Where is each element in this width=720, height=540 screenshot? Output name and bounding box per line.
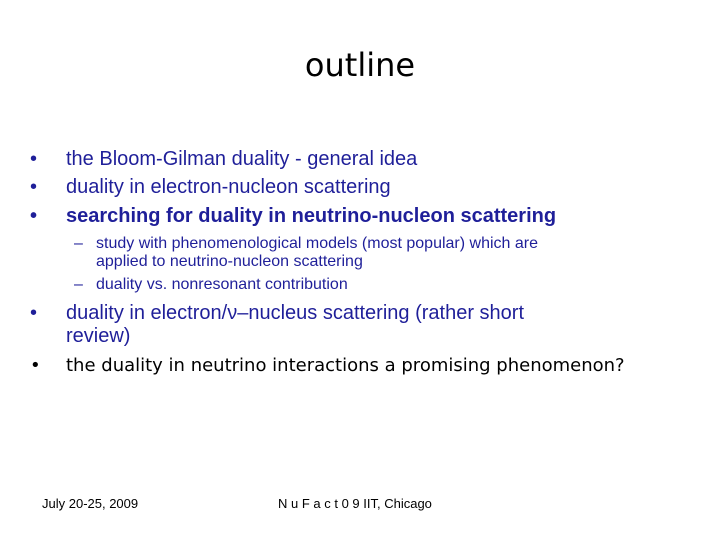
bullet-text: the duality in neutrino interactions a promising phenomenon? (66, 355, 625, 376)
slide-title: outline (304, 46, 416, 84)
bullet-text: searching for duality in neutrino-nucleon scattering (66, 205, 557, 227)
bullet-dot: • (30, 302, 38, 324)
sub-bullet-dash: – (74, 235, 83, 252)
sub-bullet-line: study with phenomenological models (most popular) which are (96, 235, 538, 252)
bullet-text: the Bloom-Gilman duality - general idea (66, 148, 418, 170)
bullet-text (66, 302, 666, 348)
bullet-dot: • (30, 176, 38, 198)
sub-bullet-text: duality vs. nonresonant contribution (96, 276, 348, 293)
sub-bullet-line: applied to neutrino-nucleon scattering (96, 253, 363, 270)
bullet-line: review) (66, 325, 131, 347)
bullet-dot: • (30, 205, 38, 227)
sub-bullet-dash: – (74, 276, 83, 293)
sub-bullet-text (96, 235, 696, 271)
bullet-text: duality in electron-nucleon scattering (66, 176, 391, 198)
bullet-line: duality in electron/ν–nucleus scattering (rather short (66, 302, 525, 324)
footer-date: July 20-25, 2009 (42, 496, 139, 511)
bullet-dot: • (30, 148, 38, 170)
footer-event: N u F a c t 0 9 IIT, Chicago (278, 496, 432, 511)
bullet-dot: • (30, 355, 41, 376)
